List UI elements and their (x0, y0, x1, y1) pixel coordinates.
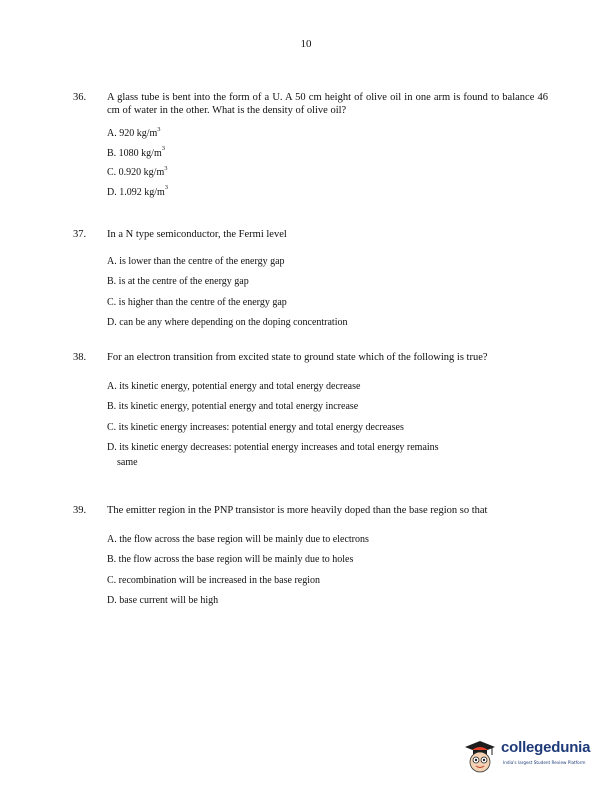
option-c: C. recombination will be increased in the base region (107, 574, 320, 586)
mascot-icon (463, 735, 497, 775)
option-a: A. 920 $kg/m^3$ (107, 125, 161, 139)
option-c: C. 0.920 $kg/m^3$ (107, 164, 168, 178)
option-d: D. its kinetic energy decreases: potential energy increases and total energy remains same (107, 442, 548, 463)
logo-tagline: India's largest Student Review Platform (503, 760, 586, 765)
question-text: For an electron transition from excited state to ground state which of the following is true? (107, 352, 488, 363)
option-b: B. is at the centre of the energy gap (107, 276, 249, 287)
option-b: B. its kinetic energy, potential energy and total energy increase (107, 401, 359, 412)
option-b: B. 1080 $kg/m^3$ (107, 145, 165, 159)
question-36 (73, 92, 548, 206)
question-number: 37. (73, 229, 87, 240)
option-d: D. 1.092 $kg/m^3$ (107, 184, 169, 198)
option-a: A. is lower than the centre of the energy gap (107, 255, 285, 267)
question-text: In a N type semiconductor, the Fermi level (107, 229, 287, 240)
option-c: C. its kinetic energy increases: potential energy and total energy decreases (107, 421, 404, 433)
logo-wordmark: collegedunia (501, 739, 591, 756)
options-list (107, 380, 548, 468)
option-d-continuation: same (117, 456, 138, 468)
question-37 (73, 229, 548, 338)
options-list (107, 125, 548, 206)
question-39 (73, 505, 548, 616)
collegedunia-logo (463, 735, 603, 775)
option-c: C. is higher than the centre of the energy gap (107, 296, 287, 308)
question-number: 39. (73, 505, 87, 516)
question-text: A glass tube is bent into the form of a U. A 50 cm height of olive oil in one arm is found to balance 46 cm of water in the other. What is the density of olive oil? (107, 92, 548, 116)
question-number: 38. (73, 352, 87, 363)
option-a: A. its kinetic energy, potential energy and total energy decrease (107, 380, 361, 392)
question-number: 36. (73, 92, 87, 103)
option-d: D. can be any where depending on the doping concentration (107, 317, 348, 328)
options-list (107, 534, 548, 616)
option-b: B. the flow across the base region will be mainly due to holes (107, 554, 354, 565)
options-list (107, 256, 548, 338)
question-text: The emitter region in the PNP transistor is more heavily doped than the base region so that (107, 505, 488, 516)
option-d: D. base current will be high (107, 595, 219, 606)
option-a: A. the flow across the base region will be mainly due to electrons (107, 533, 369, 545)
page-number: 10 (300, 38, 312, 50)
question-38 (73, 352, 548, 468)
